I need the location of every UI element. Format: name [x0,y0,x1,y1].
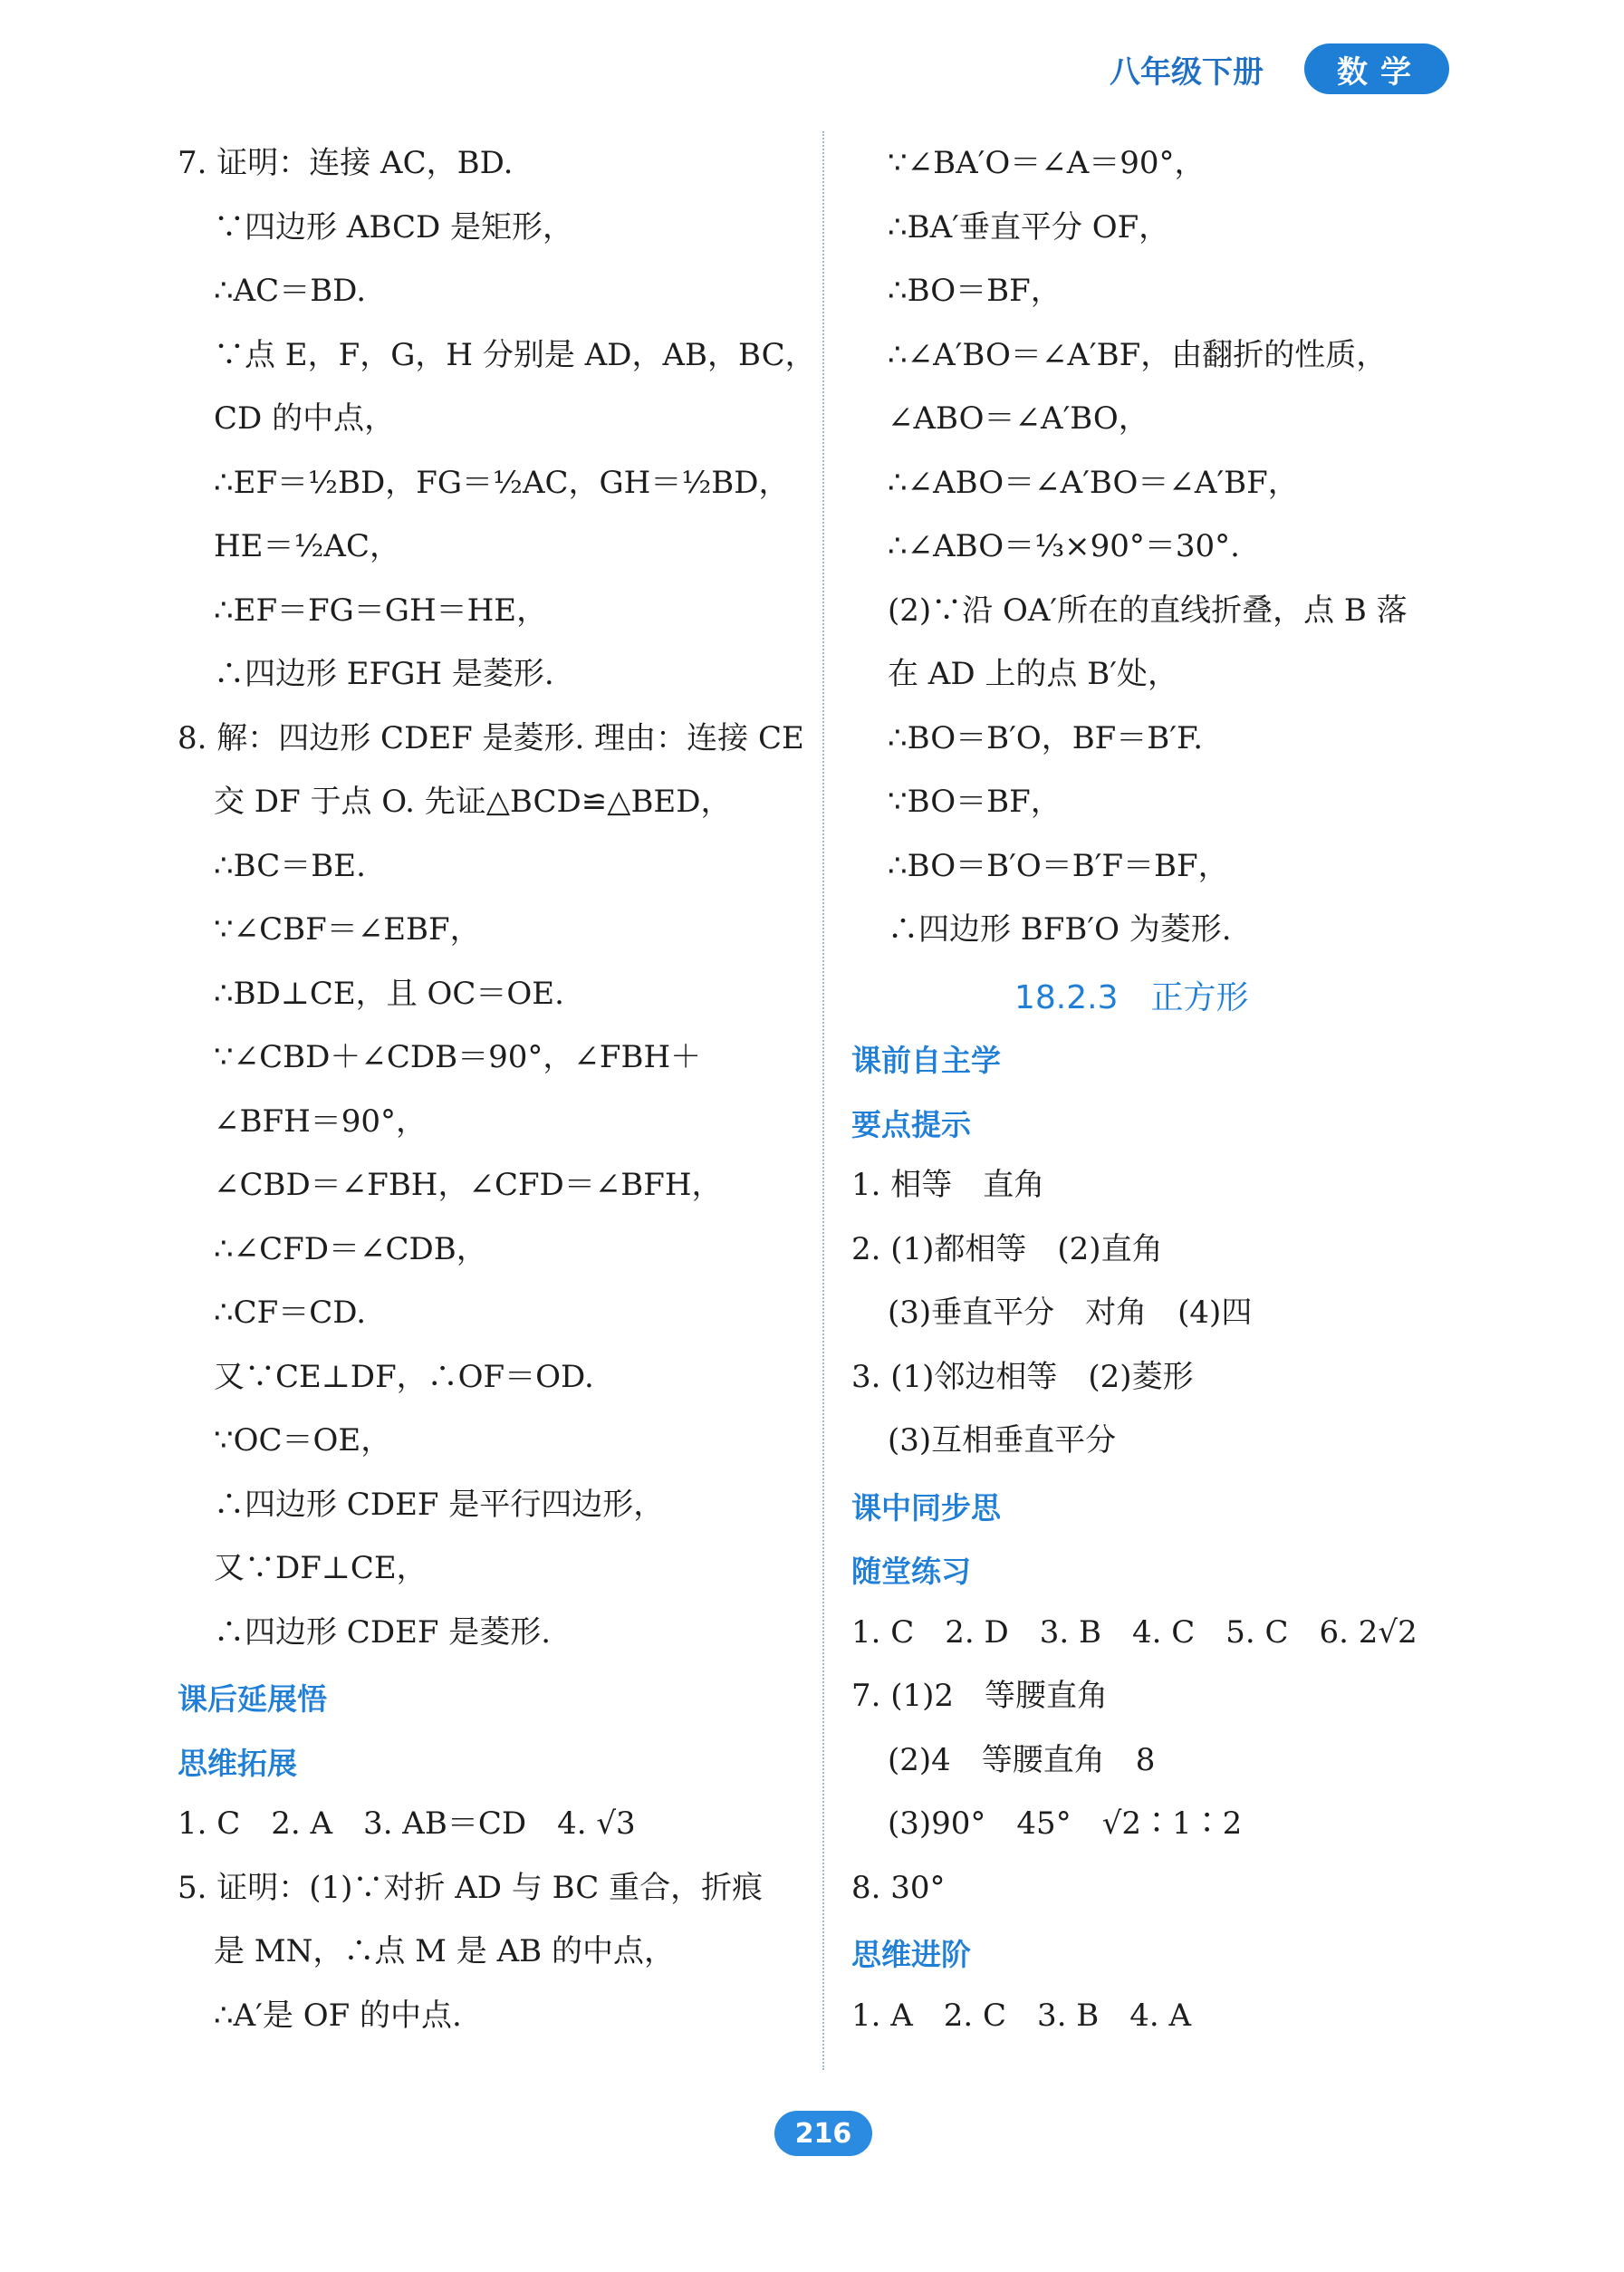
column-divider [822,131,824,2070]
text-line: ∴四边形 EFGH 是菱形. [214,656,554,692]
text-line: ∠ABO＝∠A′BO， [888,400,1149,437]
text-line: ∴∠ABO＝⅓×90°＝30°. [888,528,1240,564]
header-grade: 八年级下册 [1110,54,1264,91]
text-line: 是 MN，∴点 M 是 AB 的中点， [214,1933,675,1969]
text-line: ∴四边形 CDEF 是菱形. [214,1613,552,1651]
text-line: 2. (1)都相等 (2)直角 [851,1230,1163,1267]
text-line: 在 AD 上的点 B′处， [888,656,1178,692]
text-line: 1. A 2. C 3. B 4. A [851,1997,1192,2034]
header-subject-badge: 数学 [1304,43,1449,94]
text-line: ∴四边形 BFB′O 为菱形. [888,911,1232,948]
text-line: ∵∠CBD＋∠CDB＝90°，∠FBH＋ [214,1039,702,1075]
text-line: ∴CF＝CD. [214,1295,367,1331]
section-heading: 思维进阶 [851,1937,971,1972]
text-line: ∴四边形 CDEF 是平行四边形， [214,1486,665,1523]
section-heading: 课前自主学 [851,1043,1001,1078]
text-line: 5. 证明：(1)∵对折 AD 与 BC 重合，折痕 [178,1869,764,1906]
text-line: (3)90° 45° √2∶1∶2 [888,1805,1243,1842]
text-line: (3)互相垂直平分 [888,1422,1117,1459]
text-line: ∴BC＝BE. [214,847,366,884]
text-line: ∵∠CBF＝∠EBF， [214,911,481,948]
text-line: ∴EF＝½BD，FG＝½AC，GH＝½BD， [214,464,790,501]
text-line: (2)∵沿 OA′所在的直线折叠，点 B 落 [888,592,1408,629]
text-line: ∴A′是 OF 的中点. [214,1997,462,2034]
text-line: HE＝½AC， [214,528,400,564]
text-line: ∴∠CFD＝∠CDB， [214,1230,487,1267]
text-line: CD 的中点， [214,400,396,437]
section-heading: 随堂练习 [851,1554,971,1589]
text-line: ∴∠ABO＝∠A′BO＝∠A′BF， [888,464,1299,501]
text-line: ∴∠A′BO＝∠A′BF，由翻折的性质， [888,336,1388,373]
text-line: ∴AC＝BD. [214,273,367,309]
text-line: 3. (1)邻边相等 (2)菱形 [851,1358,1194,1395]
text-line: ∴BO＝BF， [888,273,1062,309]
section-heading: 课中同步思 [851,1489,1001,1526]
section-heading: 要点提示 [851,1106,971,1142]
text-line: ∵OC＝OE， [214,1422,392,1459]
text-line: ∵四边形 ABCD 是矩形， [214,208,574,245]
text-line: 又∵DF⊥CE， [214,1550,428,1586]
text-line: 1. 相等 直角 [851,1167,1045,1203]
text-line: ∴BO＝B′O＝B′F＝BF， [888,847,1229,884]
text-line: 8. 解：四边形 CDEF 是菱形. 理由：连接 CE [178,719,804,756]
text-line: ∵BO＝BF， [888,784,1062,820]
section-title: 18.2.3 正方形 [1014,978,1249,1016]
text-line: 交 DF 于点 O. 先证△BCD≌△BED， [214,784,732,820]
text-line: 又∵CE⊥DF，∴OF＝OD. [214,1358,594,1395]
section-heading: 课后延展悟 [178,1681,327,1717]
text-line: ∴BD⊥CE，且 OC＝OE. [214,975,564,1012]
text-line: 1. C 2. D 3. B 4. C 5. C 6. 2√2 [851,1613,1417,1651]
text-line: ∠BFH＝90°， [214,1102,427,1140]
text-line: ∠CBD＝∠FBH，∠CFD＝∠BFH， [214,1167,723,1203]
text-line: ∴BO＝B′O，BF＝B′F. [888,719,1204,756]
text-line: ∴EF＝FG＝GH＝HE， [214,592,548,629]
text-line: 7. (1)2 等腰直角 [851,1678,1109,1714]
text-line: (2)4 等腰直角 8 [888,1741,1156,1778]
text-line: 1. C 2. A 3. AB＝CD 4. √3 [178,1805,636,1842]
text-line: ∴BA′垂直平分 OF， [888,208,1170,245]
text-line: ∵点 E，F，G，H 分别是 AD，AB，BC， [214,336,816,373]
text-line: 7. 证明：连接 AC，BD. [178,145,514,181]
text-line: 8. 30° [851,1869,946,1906]
text-line: (3)垂直平分 对角 (4)四 [888,1295,1253,1331]
section-heading: 思维拓展 [178,1745,297,1781]
page-number: 216 [774,2111,872,2156]
text-line: ∵∠BA′O＝∠A＝90°， [888,145,1206,181]
